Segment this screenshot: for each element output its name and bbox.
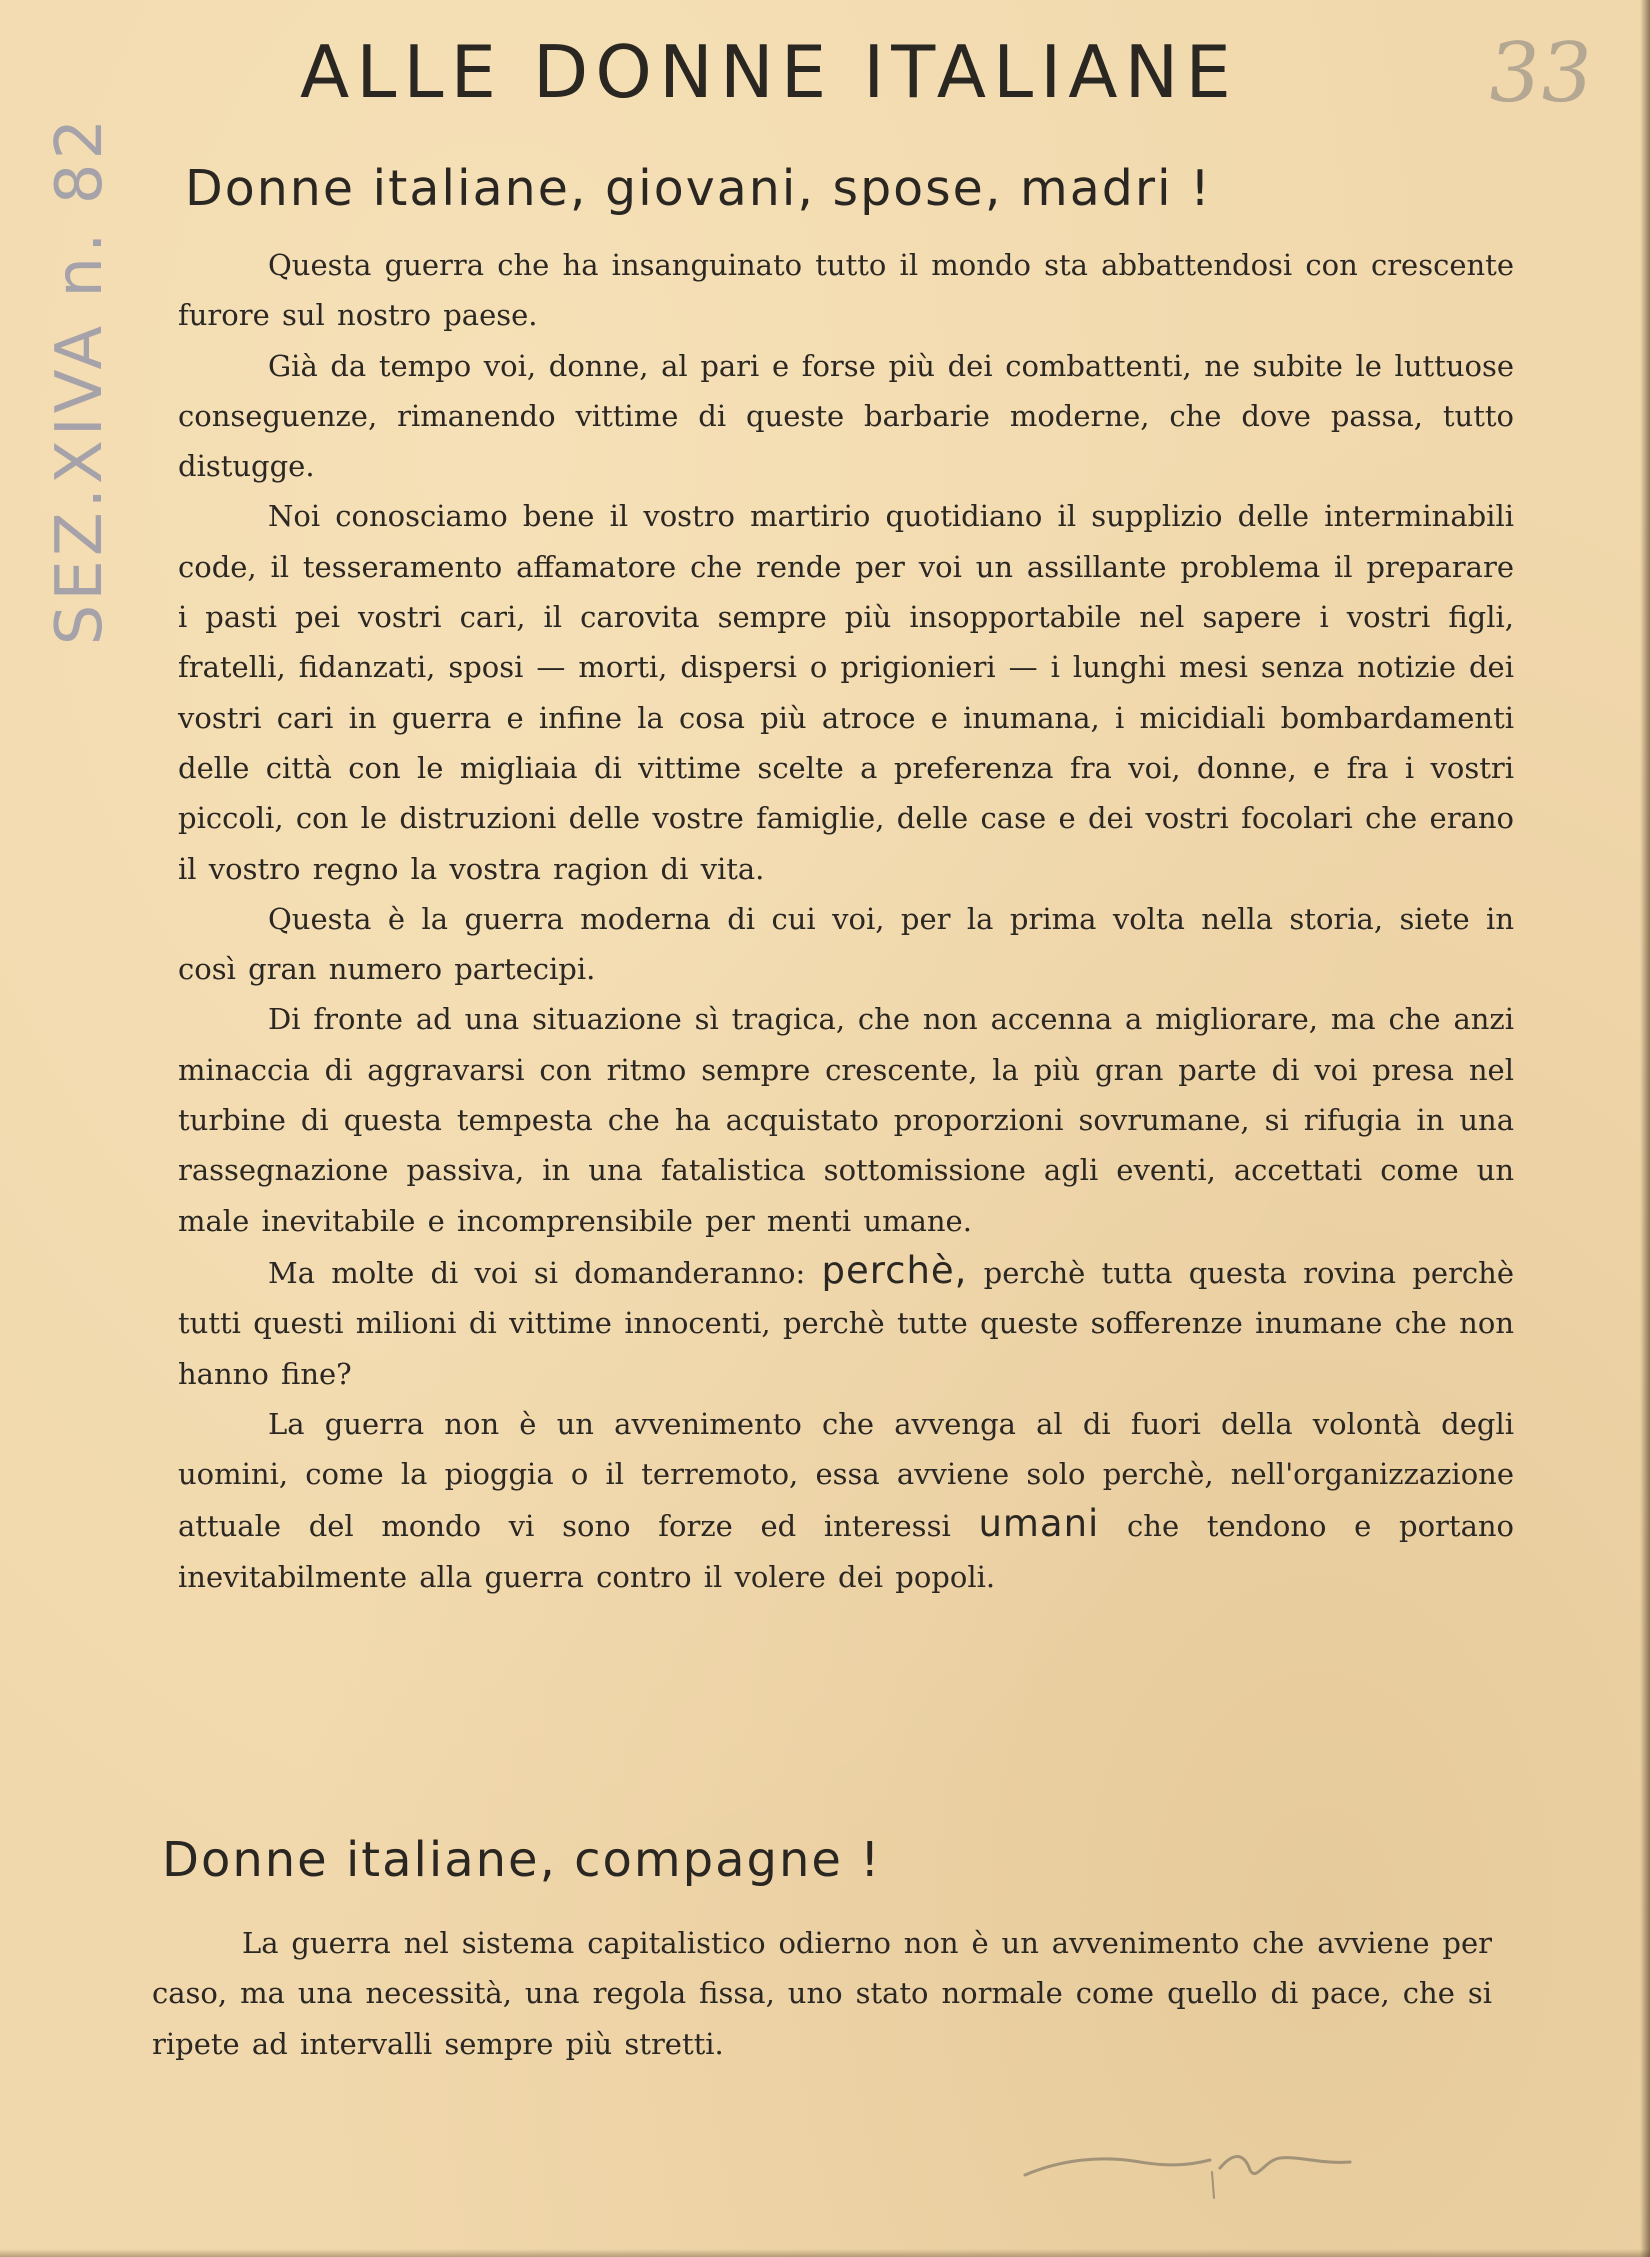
- page-edge-shadow: [1640, 0, 1650, 2257]
- section-2-heading: Donne italiane, compagne !: [162, 1832, 882, 1888]
- paragraph-text: Ma molte di voi si domanderanno:: [268, 1255, 822, 1290]
- paragraph-text: che tendono e portano inevitabilmente alla guerra contro il volere dei popoli.: [178, 1509, 1514, 1594]
- paragraph-text: La guerra non è un avvenimento che avvenga al di fuori della volontà degli uomini, come la pioggia o il terremoto, essa avviene solo perchè, nell'organizzazione attuale del mondo vi sono forze ed interessi: [178, 1406, 1514, 1544]
- paragraph: Questa guerra che ha insanguinato tutto il mondo sta abbattendosi con crescente furore sul nostro paese.: [178, 248, 1514, 333]
- paragraph: Di fronte ad una situazione sì tragica, che non accenna a migliorare, ma che anzi minaccia di aggravarsi con ritmo sempre crescente, la più gran parte di voi presa nel turbine di questa tempesta che ha acquistato proporzioni sovrumane, si rifugia in una rassegnazione passiva, in una fatalistica sottomissione agli eventi, accettati come un male inevitabile e incomprensibile per menti umane.: [178, 1002, 1514, 1238]
- paragraph: La guerra nel sistema capitalistico odierno non è un avvenimento che avviene per caso, ma una necessità, una regola fissa, uno stato normale come quello di pace, che si ripete ad intervalli sempre più stretti.: [152, 1926, 1492, 2061]
- paragraph-with-emphasis: [178, 1246, 1514, 1399]
- emphasized-word: umani: [978, 1502, 1100, 1546]
- paragraph: Noi conosciamo bene il vostro martirio quotidiano il supplizio delle interminabili code, il tesseramento affamatore che rende per voi un assillante problema il preparare i pasti pei vostri cari, il carovita sempre più insopportabile nel sapere i vostri figli, fratelli, fidanzati, sposi — morti, dispersi o prigionieri — i lunghi mesi senza notizie dei vostri cari in guerra e infine la cosa più atroce e inumana, i micidiali bombardamenti delle città con le migliaia di vittime scelte a preferenza fra voi, donne, e fra i vostri piccoli, con le distruzioni delle vostre famiglie, delle case e dei vostri focolari che erano il vostro regno la vostra ragion di vita.: [178, 499, 1514, 886]
- section-1-heading: Donne italiane, giovani, spose, madri !: [185, 160, 1212, 217]
- emphasized-word: perchè,: [821, 1248, 968, 1292]
- archive-handwritten-mark: SEZ.XIVA n. 82: [43, 114, 117, 646]
- page-bottom-edge: [0, 2249, 1650, 2257]
- document-title: ALLE DONNE ITALIANE: [300, 30, 1238, 114]
- handwritten-signature-icon: [1020, 2120, 1360, 2210]
- paragraph: Già da tempo voi, donne, al pari e forse più dei combattenti, ne subite le luttuose conseguenze, rimanendo vittime di queste barbarie moderne, che dove passa, tutto distugge.: [178, 348, 1514, 484]
- paragraph-with-emphasis: [178, 1399, 1514, 1602]
- section-1-body: [178, 240, 1514, 1602]
- paragraph: Questa è la guerra moderna di cui voi, per la prima volta nella storia, siete in così gran numero partecipi.: [178, 901, 1514, 987]
- page-number: 33: [1481, 26, 1600, 121]
- paragraph-text: perchè tutta questa rovina perchè tutti questi milioni di vittime innocenti, perchè tutte queste sofferenze inumane che non hanno fine?: [178, 1255, 1514, 1391]
- section-2-body: [152, 1918, 1492, 2069]
